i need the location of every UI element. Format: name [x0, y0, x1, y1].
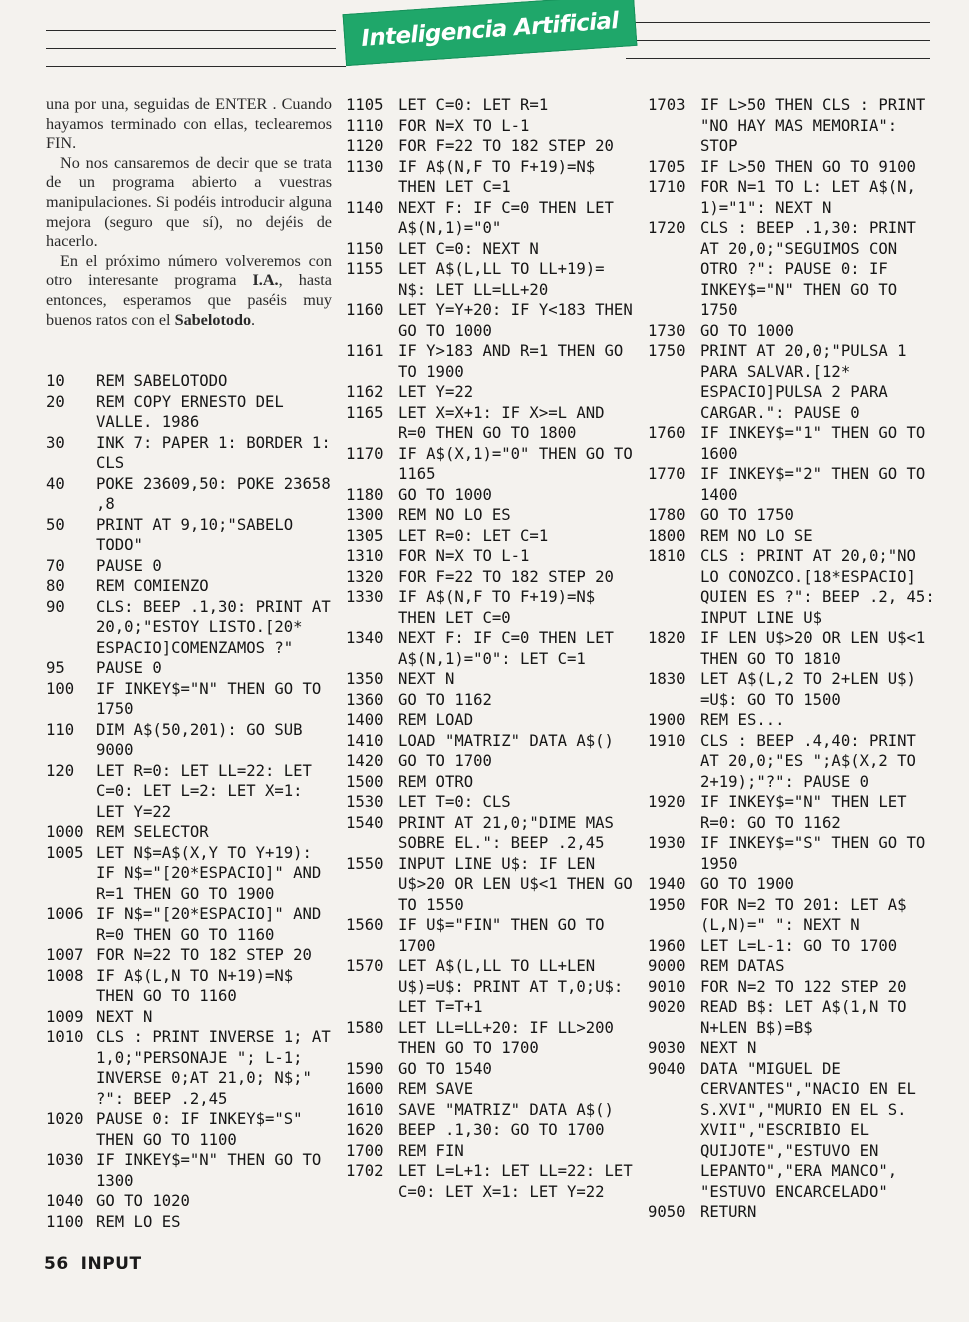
- code-line: [346, 710, 640, 731]
- code-line: [346, 772, 640, 793]
- code-text: LET Y=22: [398, 383, 474, 401]
- code-line: [46, 1191, 334, 1212]
- code-line: [648, 792, 944, 833]
- line-number: 80: [46, 577, 65, 595]
- code-text: PRINT AT 21,0;"DIME MAS SOBRE EL.": BEEP .2,45: [398, 813, 624, 852]
- line-number: 1710: [648, 178, 686, 196]
- code-text: FOR F=22 TO 182 STEP 20: [398, 567, 614, 586]
- code-line: [648, 977, 944, 998]
- line-number: 1820: [648, 629, 686, 647]
- code-text: FOR N=2 TO 201: LET A$ (L,N)=" ": NEXT N: [700, 895, 916, 934]
- code-listing-column-3: [648, 95, 944, 1223]
- line-number: 1620: [346, 1121, 384, 1139]
- code-text: IF INKEY$="N" THEN LET R=0: GO TO 1162: [700, 793, 916, 832]
- paragraph-3-text-a: En el próximo número volveremos con otro interesante programa: [46, 251, 332, 290]
- code-text: LET A$(L,2 TO 2+LEN U$) =U$: GO TO 1500: [700, 670, 926, 709]
- code-line: [346, 546, 640, 567]
- code-text: GO TO 1750: [700, 506, 794, 524]
- code-line: [346, 526, 640, 547]
- code-text: IF INKEY$="S" THEN GO TO 1950: [700, 834, 935, 873]
- code-line: [46, 822, 334, 843]
- line-number: 20: [46, 392, 65, 411]
- code-line: [46, 1150, 334, 1191]
- line-number: 120: [46, 761, 75, 780]
- code-line: [346, 669, 640, 690]
- code-line: [46, 904, 334, 945]
- line-number: 1550: [346, 854, 384, 873]
- code-text: GO TO 1000: [398, 485, 492, 504]
- code-line: [46, 658, 334, 679]
- header-rule-mid-left: [46, 48, 336, 49]
- line-number: 1900: [648, 711, 686, 729]
- code-text: REM OTRO: [398, 772, 474, 791]
- code-text: FOR N=X TO L-1: [398, 547, 530, 565]
- code-text: IF N$="[20*ESPACIO]" AND R=0 THEN GO TO 1160: [96, 905, 331, 944]
- code-line: [648, 157, 944, 178]
- line-number: 1420: [346, 752, 384, 770]
- line-number: 30: [46, 433, 65, 452]
- code-line: [648, 874, 944, 895]
- code-line: [346, 1100, 640, 1121]
- line-number: 1140: [346, 198, 384, 217]
- line-number: 1006: [46, 905, 84, 923]
- line-number: 1590: [346, 1059, 384, 1078]
- code-line: [346, 567, 640, 588]
- code-text: NEXT F: IF C=0 THEN LET A$(N,1)="0": [398, 198, 624, 237]
- code-text: FOR N=1 TO L: LET A$(N, 1)="1": NEXT N: [700, 178, 926, 217]
- code-text: GO TO 1540: [398, 1059, 492, 1078]
- code-text: IF LEN U$>20 OR LEN U$<1 THEN GO TO 1810: [700, 629, 935, 668]
- code-text: LOAD "MATRIZ" DATA A$(): [398, 731, 614, 750]
- magazine-name: INPUT: [80, 1254, 142, 1274]
- code-line: [346, 1120, 640, 1141]
- code-text: READ B$: LET A$(1,N TO N+LEN B$)=B$: [700, 998, 916, 1037]
- line-number: 9010: [648, 977, 686, 996]
- code-text: NEXT F: IF C=0 THEN LET A$(N,1)="0": LET C=1: [398, 629, 624, 668]
- line-number: 10: [46, 372, 65, 390]
- code-line: [648, 1059, 944, 1203]
- line-number: 1960: [648, 936, 686, 955]
- code-text: INPUT LINE U$: IF LEN U$>20 OR LEN U$<1 THEN GO TO 1550: [398, 854, 643, 914]
- code-text: IF INKEY$="N" THEN GO TO 1300: [96, 1151, 331, 1190]
- code-text: FOR N=2 TO 122 STEP 20: [700, 977, 907, 996]
- code-line: [346, 198, 640, 239]
- code-text: CLS : PRINT AT 20,0;"NO LO CONOZCO.[18*ESPACIO] QUIEN ES ?": BEEP .2, 45: INPUT LINE U$: [700, 547, 945, 627]
- code-text: PRINT AT 9,10;"SABELO TODO": [96, 515, 303, 554]
- code-line: [648, 628, 944, 669]
- paragraph-3-sabelotodo: Sabelotodo: [174, 310, 252, 329]
- line-number: 1120: [346, 137, 384, 155]
- code-text: NEXT N: [700, 1039, 757, 1057]
- line-number: 1180: [346, 485, 384, 504]
- line-number: 1350: [346, 670, 384, 688]
- page-number: 56: [44, 1254, 69, 1274]
- line-number: 1130: [346, 157, 384, 176]
- code-line: [648, 321, 944, 342]
- section-banner: [343, 0, 638, 66]
- code-text: IF A$(N,F TO F+19)=N$ THEN LET C=0: [398, 588, 605, 627]
- code-text: REM SAVE: [398, 1080, 474, 1098]
- code-text: LET N$=A$(X,Y TO Y+19): IF N$="[20*ESPACIO]" AND R=1 THEN GO TO 1900: [96, 843, 331, 903]
- code-text: CLS: BEEP .1,30: PRINT AT 20,0;"ESTOY LISTO.[20* ESPACIO]COMENZAMOS ?": [96, 597, 341, 657]
- code-line: [46, 597, 341, 659]
- code-line: [46, 1007, 334, 1028]
- code-line: [648, 505, 944, 526]
- code-line: [46, 474, 341, 515]
- code-line: [46, 433, 341, 474]
- line-number: 1700: [346, 1141, 384, 1160]
- code-line: [648, 341, 944, 423]
- code-text: REM NO LO ES: [398, 506, 511, 524]
- code-text: REM DATAS: [700, 957, 785, 975]
- line-number: 1750: [648, 342, 686, 360]
- code-line: [346, 403, 640, 444]
- code-line: [648, 423, 944, 464]
- line-number: 1005: [46, 843, 84, 862]
- line-number: 1008: [46, 966, 84, 985]
- line-number: 9050: [648, 1203, 686, 1221]
- line-number: 1770: [648, 465, 686, 483]
- code-text: LET C=0: NEXT N: [398, 239, 539, 258]
- code-text: LET L=L-1: GO TO 1700: [700, 936, 898, 955]
- code-text: PAUSE 0: [96, 556, 162, 575]
- paragraph-3: [46, 252, 332, 330]
- code-line: [648, 833, 944, 874]
- code-text: REM NO LO SE: [700, 526, 813, 545]
- line-number: 1930: [648, 834, 686, 852]
- code-line: [346, 341, 640, 382]
- paragraph-2: [46, 154, 332, 252]
- code-text: INK 7: PAPER 1: BORDER 1: CLS: [96, 433, 341, 472]
- code-text: REM COPY ERNESTO DEL VALLE. 1986: [96, 392, 294, 431]
- code-line: [346, 1141, 640, 1162]
- code-line: [648, 710, 944, 731]
- code-line: [346, 915, 640, 956]
- code-text: IF A$(X,1)="0" THEN GO TO 1165: [398, 444, 643, 483]
- line-number: 1560: [346, 916, 384, 934]
- line-number: 1165: [346, 403, 384, 422]
- code-text: FOR N=X TO L-1: [398, 116, 530, 135]
- line-number: 1400: [346, 711, 384, 729]
- code-line: [46, 556, 334, 577]
- code-text: IF L>50 THEN GO TO 9100: [700, 157, 916, 176]
- code-line: [46, 1027, 341, 1109]
- code-text: IF A$(N,F TO F+19)=N$ THEN LET C=1: [398, 157, 605, 196]
- code-line: [46, 515, 334, 556]
- code-line: [346, 813, 640, 854]
- code-line: [346, 854, 643, 916]
- line-number: 1610: [346, 1100, 384, 1119]
- code-text: GO TO 1000: [700, 321, 794, 340]
- code-text: DATA "MIGUEL DE CERVANTES","NACIO EN EL S.XVI","MURIO EN EL S. XVII","ESCRIBIO EL QUIJOTE","ESTUVO EN LEPANTO","ERA MANCO", "ESTUVO ENCARCELADO": [700, 1059, 926, 1201]
- line-number: 1007: [46, 946, 84, 964]
- code-text: IF A$(L,N TO N+19)=N$ THEN GO TO 1160: [96, 966, 303, 1005]
- code-line: [648, 526, 944, 547]
- line-number: 50: [46, 515, 65, 534]
- line-number: 1360: [346, 690, 384, 709]
- code-line: [346, 751, 640, 772]
- code-line: [346, 505, 640, 526]
- paragraph-2-text: No nos cansaremos de decir que se trata de un programa abierto a vuestras manipulaciones. Si podéis introducir alguna mejora (seguro que sí), no dejéis de hacerlo.: [46, 153, 332, 251]
- code-line: [648, 177, 944, 218]
- line-number: 9000: [648, 957, 686, 975]
- code-line: [346, 136, 640, 157]
- code-text: CLS : PRINT INVERSE 1; AT 1,0;"PERSONAJE "; L-1; INVERSE 0;AT 21,0; N$;" ?": BEEP .2,45: [96, 1028, 341, 1108]
- code-line: [648, 218, 944, 321]
- line-number: 1110: [346, 116, 384, 135]
- code-text: IF L>50 THEN CLS : PRINT "NO HAY MAS MEMORIA": STOP: [700, 96, 935, 155]
- header-rule-top-right: [632, 22, 930, 23]
- code-listing-column-2: [346, 95, 643, 1202]
- header-rule-low-left: [46, 66, 346, 67]
- code-line: [46, 371, 334, 392]
- paragraph-3-ia: I.A.: [252, 271, 279, 290]
- code-text: PAUSE 0: [96, 659, 162, 677]
- line-number: 1105: [346, 96, 384, 114]
- line-number: 1020: [46, 1110, 84, 1128]
- code-line: [648, 464, 944, 505]
- line-number: 1010: [46, 1028, 84, 1046]
- article-text: [46, 95, 332, 330]
- code-text: LET A$(L,LL TO LL+LEN U$)=U$: PRINT AT T,0;U$: LET T=T+1: [398, 957, 633, 1016]
- code-line: [648, 731, 944, 793]
- code-text: GO TO 1162: [398, 690, 492, 709]
- line-number: 1810: [648, 547, 686, 565]
- code-line: [46, 1109, 334, 1150]
- line-number: 1950: [648, 895, 686, 914]
- code-line: [46, 945, 334, 966]
- code-text: REM LOAD: [398, 711, 474, 729]
- line-number: 100: [46, 679, 75, 698]
- line-number: 40: [46, 474, 65, 493]
- code-text: GO TO 1020: [96, 1192, 190, 1210]
- code-text: LET R=0: LET C=1: [398, 526, 549, 545]
- code-text: CLS : BEEP .4,40: PRINT AT 20,0;"ES ";A$(X,2 TO 2+19);"?": PAUSE 0: [700, 731, 926, 791]
- code-line: [46, 761, 334, 823]
- code-text: PRINT AT 20,0;"PULSA 1 PARA SALVAR.[12* ESPACIO]PULSA 2 PARA CARGAR.": PAUSE 0: [700, 342, 916, 422]
- line-number: 110: [46, 720, 75, 739]
- line-number: 1830: [648, 670, 686, 688]
- code-line: [648, 956, 944, 977]
- paragraph-3-text-b: , hasta entonces, esperamos que paséis muy buenos ratos con el: [46, 271, 332, 329]
- line-number: 1155: [346, 260, 384, 278]
- code-line: [648, 95, 944, 157]
- line-number: 70: [46, 556, 65, 575]
- line-number: 1160: [346, 301, 384, 319]
- code-line: [346, 444, 643, 485]
- code-text: REM SABELOTODO: [96, 372, 228, 390]
- code-line: [346, 1161, 643, 1202]
- code-line: [346, 382, 640, 403]
- code-text: REM COMIENZO: [96, 577, 209, 595]
- line-number: 1162: [346, 383, 384, 401]
- code-text: REM FIN: [398, 1141, 464, 1160]
- line-number: 9040: [648, 1059, 686, 1078]
- line-number: 1600: [346, 1080, 384, 1098]
- header-rule-mid-right: [632, 40, 930, 41]
- code-line: [46, 720, 334, 761]
- code-line: [648, 1202, 944, 1223]
- code-line: [346, 95, 640, 116]
- line-number: 1702: [346, 1162, 384, 1180]
- code-line: [648, 546, 944, 628]
- code-text: GO TO 1900: [700, 875, 794, 893]
- code-text: IF Y>183 AND R=1 THEN GO TO 1900: [398, 342, 633, 381]
- code-line: [648, 1038, 944, 1059]
- line-number: 1300: [346, 506, 384, 524]
- line-number: 1310: [346, 547, 384, 565]
- line-number: 1320: [346, 567, 384, 586]
- line-number: 1410: [346, 731, 384, 750]
- line-number: 1920: [648, 793, 686, 811]
- code-line: [346, 587, 640, 628]
- code-text: FOR N=22 TO 182 STEP 20: [96, 946, 312, 964]
- code-text: LET Y=Y+20: IF Y<183 THEN GO TO 1000: [398, 301, 643, 340]
- code-line: [648, 936, 944, 957]
- line-number: 1530: [346, 793, 384, 811]
- code-text: BEEP .1,30: GO TO 1700: [398, 1121, 605, 1139]
- line-number: 1500: [346, 772, 384, 791]
- paragraph-1: [46, 95, 332, 154]
- code-line: [346, 157, 640, 198]
- code-text: IF INKEY$="1" THEN GO TO 1600: [700, 424, 935, 463]
- code-text: FOR F=22 TO 182 STEP 20: [398, 137, 614, 155]
- code-line: [46, 966, 334, 1007]
- code-line: [346, 628, 640, 669]
- code-text: IF INKEY$="2" THEN GO TO 1400: [700, 465, 935, 504]
- code-listing-column-1: [46, 371, 341, 1232]
- line-number: 1780: [648, 506, 686, 524]
- code-line: [648, 895, 944, 936]
- code-line: [46, 1212, 334, 1233]
- line-number: 9030: [648, 1039, 686, 1057]
- line-number: 1150: [346, 239, 384, 258]
- code-text: IF INKEY$="N" THEN GO TO 1750: [96, 679, 331, 718]
- code-line: [346, 731, 640, 752]
- paragraph-1-text: una por una, seguidas de ENTER . Cuando hayamos terminado con ellas, teclearemos FIN.: [46, 95, 332, 153]
- line-number: 90: [46, 597, 65, 616]
- code-line: [346, 792, 640, 813]
- code-text: PAUSE 0: IF INKEY$="S" THEN GO TO 1100: [96, 1110, 312, 1149]
- code-line: [46, 576, 334, 597]
- line-number: 95: [46, 659, 65, 677]
- code-line: [346, 485, 640, 506]
- code-text: LET C=0: LET R=1: [398, 96, 549, 114]
- code-text: REM ES...: [700, 711, 785, 729]
- code-line: [46, 392, 334, 433]
- code-text: LET X=X+1: IF X>=L AND R=0 THEN GO TO 1800: [398, 403, 614, 442]
- code-text: POKE 23609,50: POKE 23658 ,8: [96, 474, 341, 513]
- code-text: RETURN: [700, 1203, 757, 1221]
- code-line: [346, 259, 640, 300]
- line-number: 1705: [648, 157, 686, 176]
- header-rule-top-left: [46, 30, 336, 31]
- line-number: 1940: [648, 875, 686, 893]
- code-line: [346, 116, 640, 137]
- line-number: 1305: [346, 526, 384, 545]
- code-text: LET A$(L,LL TO LL+19)= N$: LET LL=LL+20: [398, 260, 614, 299]
- code-line: [346, 1079, 640, 1100]
- code-text: IF U$="FIN" THEN GO TO 1700: [398, 916, 614, 955]
- code-line: [346, 239, 640, 260]
- code-line: [346, 690, 640, 711]
- line-number: 1720: [648, 219, 686, 237]
- code-line: [46, 843, 334, 905]
- header-rule-low-right: [626, 58, 930, 59]
- line-number: 1910: [648, 731, 686, 750]
- line-number: 1040: [46, 1192, 84, 1210]
- code-text: LET R=0: LET LL=22: LET C=0: LET L=2: LET X=1: LET Y=22: [96, 761, 322, 821]
- section-title: Inteligencia Artificial: [360, 8, 620, 52]
- code-text: CLS : BEEP .1,30: PRINT AT 20,0;"SEGUIMOS CON OTRO ?": PAUSE 0: IF INKEY$="N" THEN GO TO 1750: [700, 219, 926, 319]
- line-number: 1161: [346, 342, 384, 360]
- line-number: 1703: [648, 96, 686, 114]
- paragraph-3-end: .: [251, 310, 256, 329]
- line-number: 1580: [346, 1018, 384, 1037]
- code-text: NEXT N: [398, 670, 455, 688]
- code-line: [346, 300, 643, 341]
- line-number: 1100: [46, 1212, 84, 1231]
- line-number: 1730: [648, 321, 686, 340]
- code-text: REM LO ES: [96, 1212, 181, 1231]
- line-number: 1000: [46, 823, 84, 841]
- code-text: GO TO 1700: [398, 752, 492, 770]
- code-line: [648, 669, 944, 710]
- code-text: SAVE "MATRIZ" DATA A$(): [398, 1100, 614, 1119]
- code-text: REM SELECTOR: [96, 823, 209, 841]
- code-text: NEXT N: [96, 1007, 153, 1026]
- code-line: [648, 997, 944, 1038]
- line-number: 1330: [346, 588, 384, 606]
- line-number: 1340: [346, 629, 384, 647]
- code-text: DIM A$(50,201): GO SUB 9000: [96, 720, 312, 759]
- line-number: 9020: [648, 998, 686, 1016]
- page-footer: [44, 1254, 142, 1274]
- code-text: LET LL=LL+20: IF LL>200 THEN GO TO 1700: [398, 1018, 624, 1057]
- line-number: 1570: [346, 957, 384, 975]
- line-number: 1760: [648, 424, 686, 442]
- line-number: 1009: [46, 1007, 84, 1026]
- code-line: [346, 1059, 640, 1080]
- line-number: 1030: [46, 1151, 84, 1169]
- code-line: [46, 679, 334, 720]
- code-line: [346, 1018, 640, 1059]
- code-line: [346, 956, 640, 1018]
- line-number: 1540: [346, 813, 384, 832]
- code-text: LET L=L+1: LET LL=22: LET C=0: LET X=1: LET Y=22: [398, 1162, 643, 1201]
- line-number: 1800: [648, 526, 686, 545]
- line-number: 1170: [346, 444, 384, 463]
- code-text: LET T=0: CLS: [398, 793, 511, 811]
